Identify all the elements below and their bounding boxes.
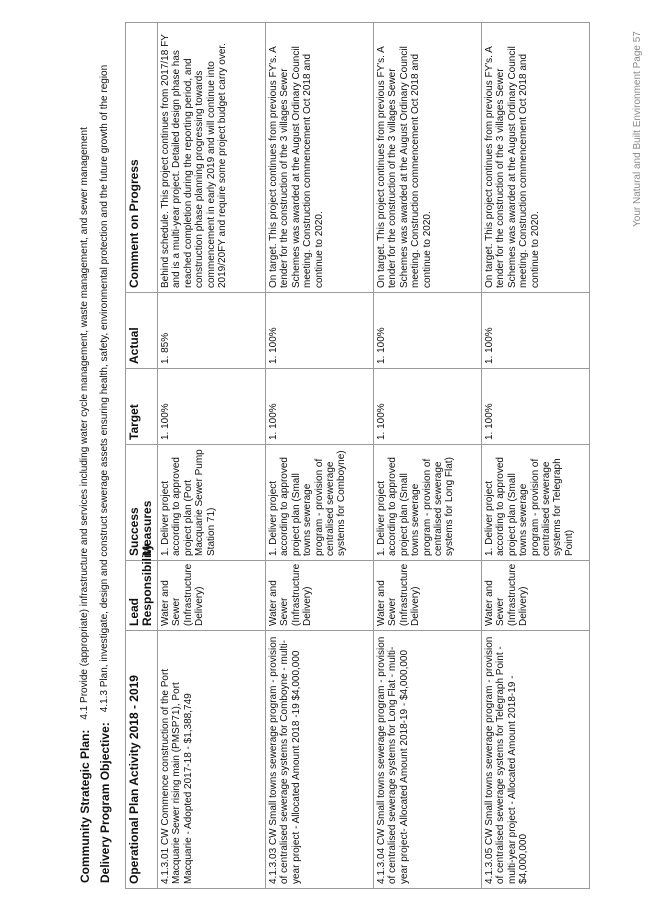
- col-header-actual: Actual: [126, 293, 158, 369]
- table-row: [374, 23, 482, 889]
- actual-cell: 1. 85%: [158, 293, 266, 369]
- measures-cell: 1. Deliver project according to approved project plan (Small towns sewerage program - provision of centralised sewerage systems for Telegraph Point): [482, 445, 590, 561]
- objective-row: [98, 23, 112, 883]
- comment-cell: On target. This project continues from previous FY's. A tender for the construction of the 3 villages Sewer Schemes was awarded at the August Ordinary Council meeting. Construction commencement Oct 2018 and continue to 2020.: [482, 23, 590, 293]
- actual-cell: 1. 100%: [266, 293, 374, 369]
- objective-value: 4.1.3 Plan, investigate, design and construct sewerage assets ensuring health, safety, environmental protection and the future growth of the region: [99, 64, 110, 713]
- lead-cell: Water and Sewer (Infrastructure Delivery): [482, 561, 590, 631]
- target-cell: 1. 100%: [158, 369, 266, 445]
- actual-cell: 1. 100%: [482, 293, 590, 369]
- lead-cell: Water and Sewer (Infrastructure Delivery): [158, 561, 266, 631]
- col-header-measures: Success Measures: [126, 445, 158, 561]
- comment-cell: On target. This project continues from previous FY's. A tender for the construction of the 3 villages Sewer Schemes was awarded at the August Ordinary Council meeting. Construction commencement Oct 2018 and continue to 2020.: [266, 23, 374, 293]
- lead-cell: Water and Sewer (Infrastructure Delivery): [266, 561, 374, 631]
- col-header-target: Target: [126, 369, 158, 445]
- actual-cell: 1. 100%: [374, 293, 482, 369]
- comment-cell: Behind schedule. This project continues from 2017/18 FY and is a multi-year project. Detailed design phase has reached completion during the reporting period, and construction phase planning progressing towards commencement in early 2019 and will continue into 2019/20FY and require some project budget carry over.: [158, 23, 266, 293]
- target-cell: 1. 100%: [266, 369, 374, 445]
- strategic-plan-label: Community Strategic Plan:: [78, 729, 92, 883]
- activity-cell: 4.1.3.03 CW Small towns sewerage program - provision of centralised sewerage systems for Comboyne - multi-year project - Allocated Amount 2018 -19 $4,000,000: [266, 631, 374, 889]
- measures-cell: 1. Deliver project according to approved project plan (Port Macquarie Sewer Pump Station 71): [158, 445, 266, 561]
- col-header-lead: Lead Responsibility: [126, 561, 158, 631]
- activity-cell: 4.1.3.04 CW Small towns sewerage program - provision of centralised sewerage systems for Long Flat - multi-year project- Allocated Amount 2018-19 - $4,000,000: [374, 631, 482, 889]
- table-header-row: [126, 23, 158, 889]
- activity-cell: 4.1.3.05 CW Small towns sewerage program - provision of centralised sewerage systems for Telegraph Point - multi-year project - Allocated Amount 2018-19 - $4,000,000: [482, 631, 590, 889]
- objective-label: Delivery Program Objective:: [98, 722, 112, 883]
- measures-cell: 1. Deliver project according to approved project plan (Small towns sewerage program - provision of centralised sewerage systems for Comboyne): [266, 445, 374, 561]
- page-footer: Your Natural and Built Environment Page 57: [632, 31, 643, 227]
- operational-plan-table: [125, 22, 590, 889]
- col-header-activity: Operational Plan Activity 2018 - 2019: [126, 631, 158, 889]
- activity-cell: 4.1.3.01 CW Commence construction of the Port Macquarie Sewer rising main (PMSP71), Port Macquarie - Adopted 2017-18 - $1,388,749: [158, 631, 266, 889]
- strategic-plan-row: [78, 23, 92, 883]
- col-header-comment: Comment on Progress: [126, 23, 158, 293]
- plan-header: [78, 23, 118, 883]
- table-row: [482, 23, 590, 889]
- table-row: [266, 23, 374, 889]
- strategic-plan-value: 4.1 Provide (appropriate) infrastructure and services including water cycle management, waste management, and sewer management: [79, 127, 90, 720]
- table-row: [158, 23, 266, 889]
- target-cell: 1. 100%: [482, 369, 590, 445]
- comment-cell: On target. This project continues from previous FY's. A tender for the construction of the 3 villages Sewer Schemes was awarded at the August Ordinary Council meeting. Construction commencement Oct 2018 and continue to 2020.: [374, 23, 482, 293]
- target-cell: 1. 100%: [374, 369, 482, 445]
- lead-cell: Water and Sewer (Infrastructure Delivery): [374, 561, 482, 631]
- measures-cell: 1. Deliver project according to approved project plan (Small towns sewerage program - provision of centralised sewerage systems for Long Flat): [374, 445, 482, 561]
